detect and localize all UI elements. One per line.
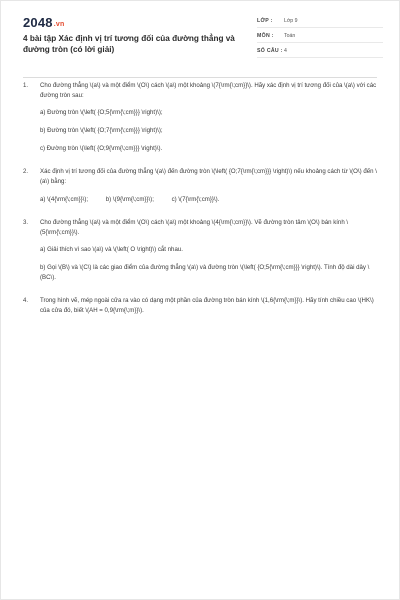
answer-option: c) \(7{\rm{\;cm}}\). xyxy=(171,196,220,203)
meta-table xyxy=(257,15,383,60)
question-part: a) Giải thích vì sao \(a\) và \(\left( O \right)\) cắt nhau. xyxy=(40,246,183,253)
logo-suffix: .vn xyxy=(53,21,65,28)
meta-row-count xyxy=(257,45,383,58)
meta-value: Toán xyxy=(284,33,296,39)
site-logo[interactable] xyxy=(23,15,64,33)
question-text: Cho đường thẳng \(a\) và một điểm \(O\) cách \(a\) một khoảng \(4{\rm{\;cm}}\). Vẽ đường tròn tâm \(O\) bán kính \(5{\rm{\;cm}}\). xyxy=(40,219,349,236)
question-3 xyxy=(23,218,377,283)
header-divider xyxy=(23,77,377,78)
meta-value: 4 xyxy=(284,48,287,54)
meta-row-subject xyxy=(257,30,383,43)
logo-text: 2048 xyxy=(23,15,53,30)
document-title: 4 bài tập Xác định vị trí tương đối của đường thẳng và đường tròn (có lời giải) xyxy=(23,34,235,54)
meta-row-class xyxy=(257,15,383,28)
document-header xyxy=(23,15,377,57)
question-text: Xác định vị trí tương đối của đường thẳng \(a\) đến đường tròn \(\left( {O;7{\rm{\;cm}}} \right)\) nếu khoảng cách từ \(O\) đến \(a\) bằng: xyxy=(40,168,377,185)
meta-value: Lớp 9 xyxy=(284,18,298,24)
question-4 xyxy=(23,296,377,316)
answer-options xyxy=(40,195,377,205)
question-number: 2. xyxy=(23,168,29,175)
answer-option: b) \(9{\rm{\;cm}}\); xyxy=(105,196,154,203)
meta-key: MÔN : xyxy=(257,33,274,39)
question-part: c) Đường tròn \(\left( {O;9{\rm{\;cm}}} \right)\). xyxy=(40,145,163,152)
question-text: Trong hình vẽ, mép ngoài cửa ra vào có dạng một phần của đường tròn bán kính \(1,6{\rm{\;m}}\). Hãy tính chiều cao \(HK\) của cửa đó, biết \(AH = 0,9{\rm{\;m}}\). xyxy=(40,297,374,314)
answer-option: a) \(4{\rm{\;cm}}\); xyxy=(40,196,89,203)
question-number: 3. xyxy=(23,219,29,226)
question-text: Cho đường thẳng \(a\) và một điểm \(O\) cách \(a\) một khoảng \(7{\rm{\;cm}}\). Hãy xác định vị trí tương đối của \(a\) với các đường tròn sau: xyxy=(40,82,377,99)
meta-key: LỚP : xyxy=(257,18,273,24)
question-1 xyxy=(23,81,377,154)
question-part: b) Gọi \(B\) và \(C\) là các giao điểm của đường thẳng \(a\) và đường tròn \(\left( {O;5{\rm{\;cm}}} \right)\). Tính độ dài dây \(BC\). xyxy=(40,264,370,281)
question-number: 1. xyxy=(23,82,29,89)
question-list xyxy=(23,81,377,329)
meta-key: SỐ CÂU : xyxy=(257,48,283,54)
question-part: a) Đường tròn \(\left( {O;5{\rm{\;cm}}} \right)\); xyxy=(40,109,163,116)
question-number: 4. xyxy=(23,297,29,304)
question-part: b) Đường tròn \(\left( {O;7{\rm{\;cm}}} \right)\); xyxy=(40,127,163,134)
question-2 xyxy=(23,167,377,205)
